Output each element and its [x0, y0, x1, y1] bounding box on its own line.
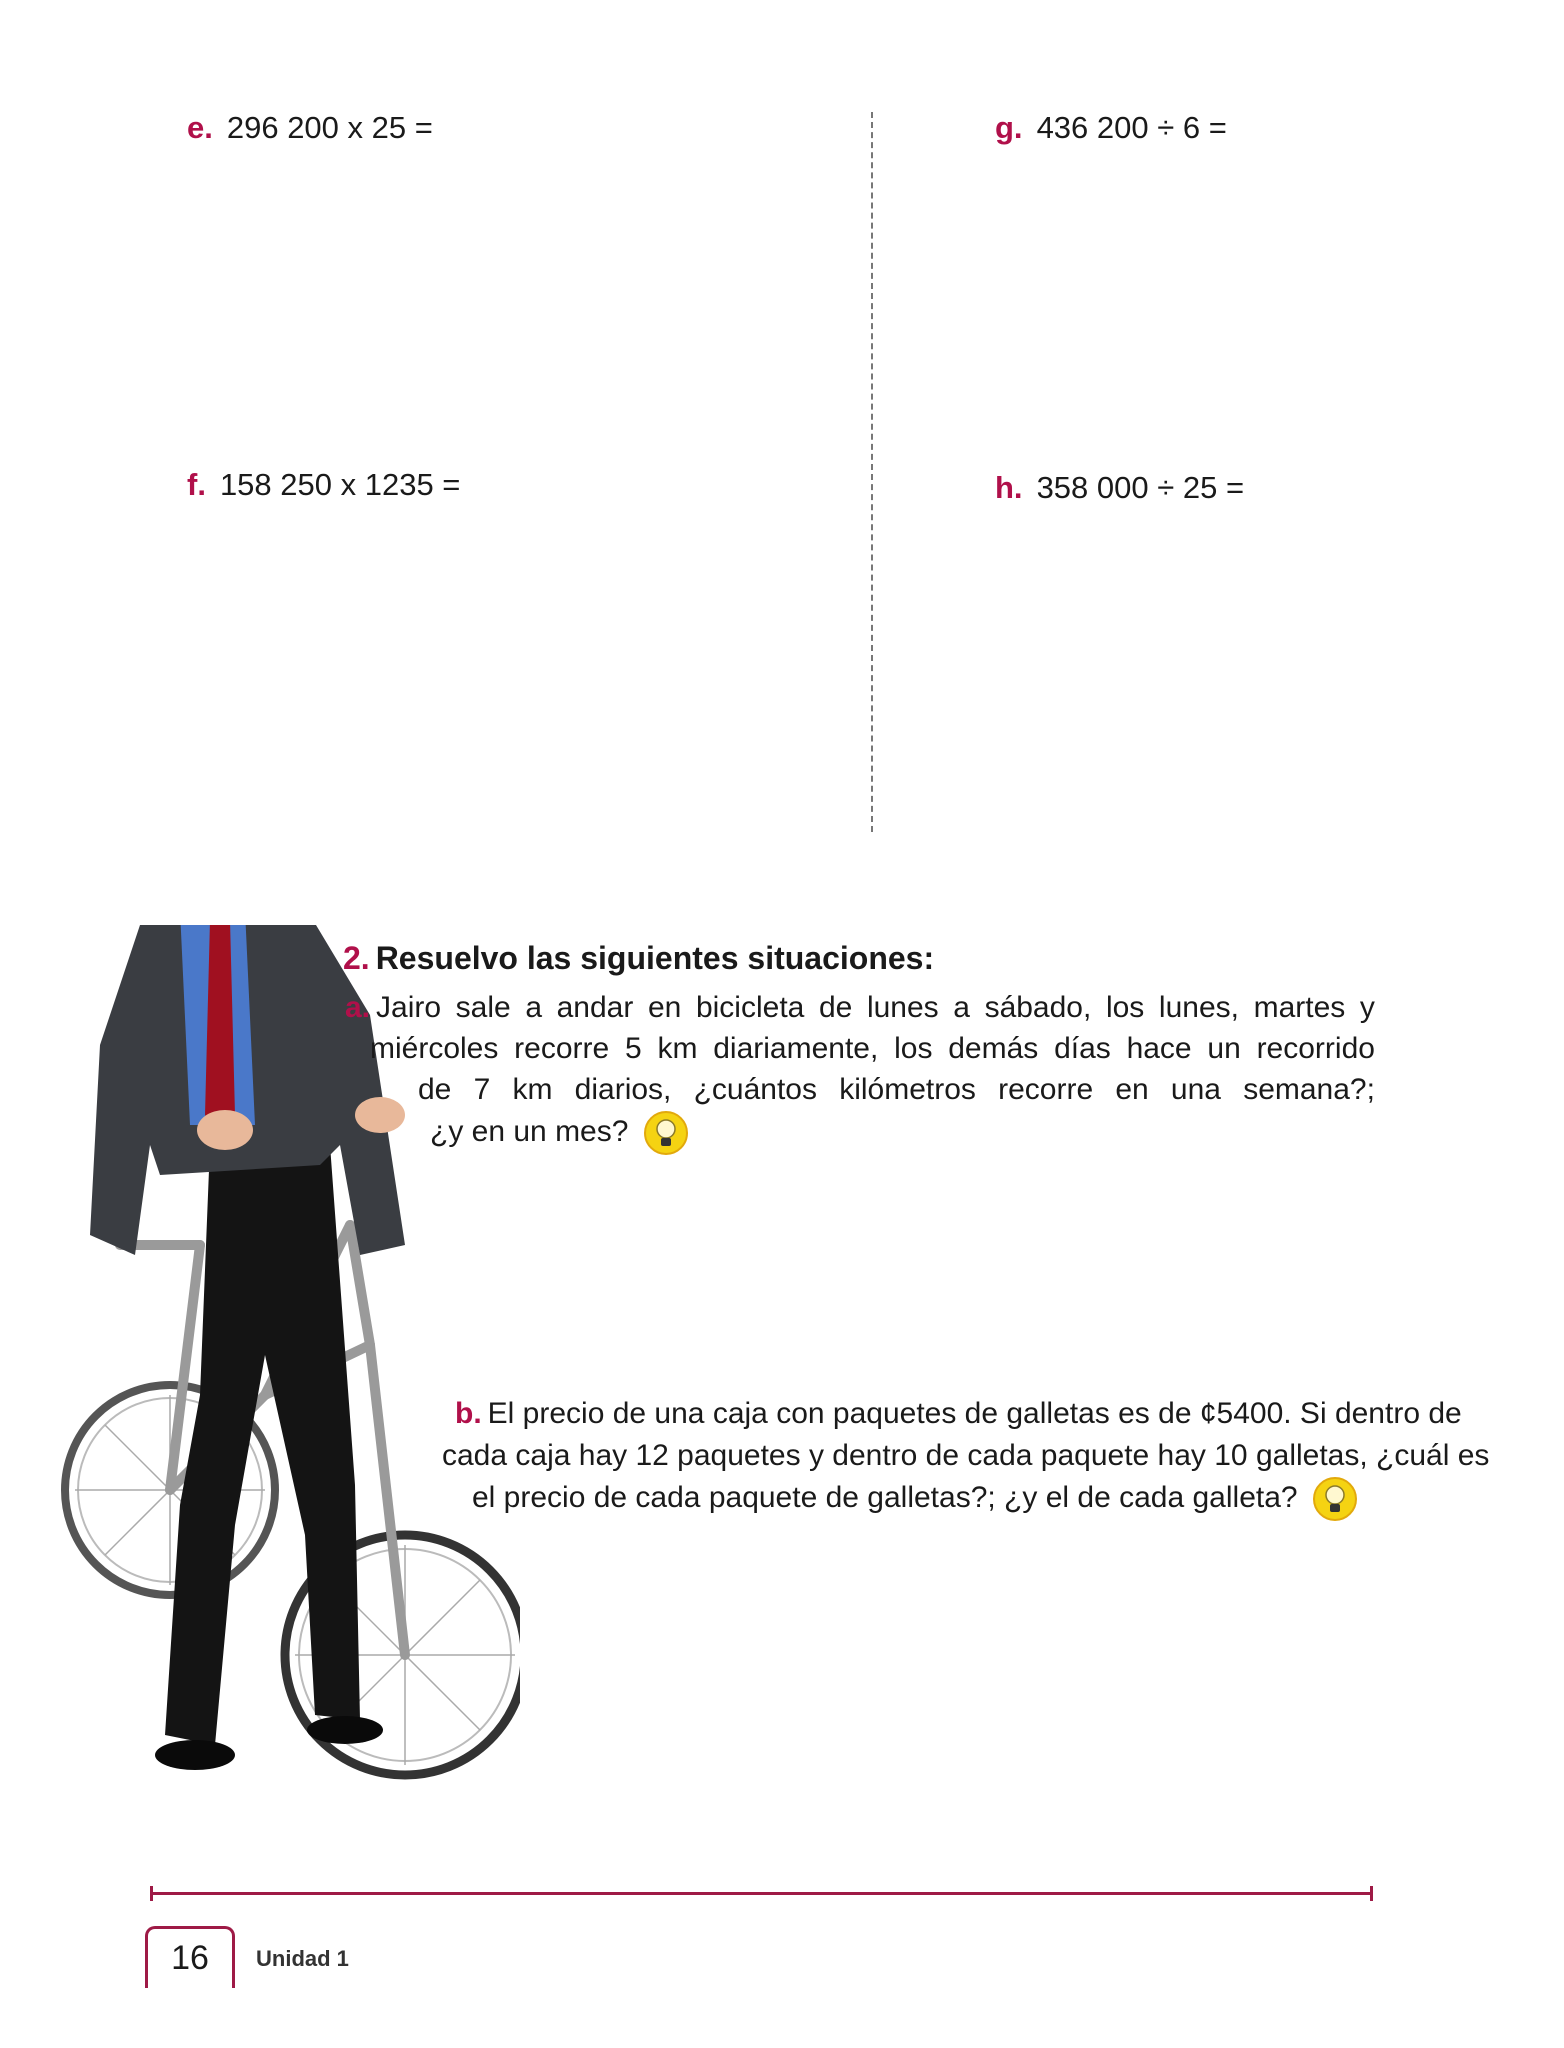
- section-title: [343, 940, 934, 977]
- section-number: 2.: [343, 940, 370, 976]
- problem-line: [455, 1393, 1462, 1434]
- problem-letter: b.: [455, 1397, 482, 1430]
- exercise-h: [995, 470, 1244, 506]
- problem-line: cada caja hay 12 paquetes y dentro de cada paquete hay 10 galletas, ¿cuál es: [442, 1439, 1490, 1472]
- lightbulb-icon: [1312, 1476, 1358, 1522]
- exercise-f: [187, 467, 460, 503]
- problem-line: [472, 1476, 1358, 1522]
- problem-line: de 7 km diarios, ¿cuántos kilómetros recorre en una semana?;: [418, 1073, 1375, 1106]
- unit-label: Unidad 1: [256, 1946, 349, 1971]
- lightbulb-icon: [643, 1110, 689, 1156]
- problem-letter: a.: [345, 991, 371, 1024]
- page-number: 16: [145, 1926, 235, 1988]
- exercise-expression: 296 200 x 25 =: [226, 110, 433, 145]
- exercise-expression: 436 200 ÷ 6 =: [1036, 110, 1227, 145]
- section-title-text: Resuelvo las siguientes situaciones:: [375, 940, 935, 976]
- exercise-e: [187, 110, 433, 146]
- problem-line: [345, 987, 1375, 1028]
- exercise-g: [995, 110, 1227, 146]
- exercise-expression: 358 000 ÷ 25 =: [1036, 470, 1245, 505]
- column-divider: [871, 112, 873, 832]
- problem-line: [430, 1110, 689, 1156]
- problem-b: [442, 1393, 1490, 1533]
- exercise-letter: h.: [995, 470, 1023, 505]
- exercise-expression: 158 250 x 1235 =: [219, 467, 461, 502]
- problem-text: el precio de cada paquete de galletas?; ¿y el de cada galleta?: [472, 1480, 1298, 1514]
- problem-text: El precio de una caja con paquetes de galletas es de ¢5400. Si dentro de: [487, 1397, 1462, 1430]
- problem-text: Jairo sale a andar en bicicleta de lunes a sábado, los lunes, martes y: [376, 991, 1375, 1024]
- exercise-letter: f.: [187, 467, 206, 502]
- problem-line: miércoles recorre 5 km diariamente, los demás días hace un recorrido: [370, 1032, 1375, 1065]
- footer-rule: [150, 1892, 1373, 1895]
- exercise-letter: e.: [187, 110, 213, 145]
- problem-a: [345, 987, 1375, 1157]
- problem-text: ¿y en un mes?: [430, 1114, 629, 1148]
- exercise-letter: g.: [995, 110, 1023, 145]
